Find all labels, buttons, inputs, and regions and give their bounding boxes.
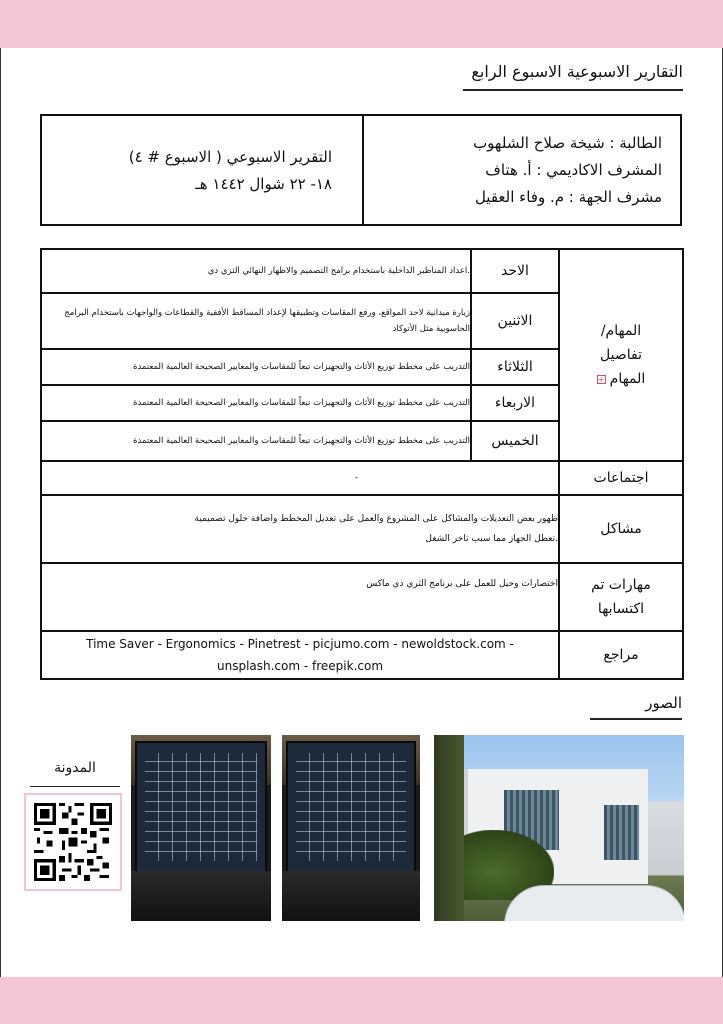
building-photo: [434, 735, 684, 921]
car: [504, 885, 684, 921]
problems-label: مشاكل: [559, 495, 683, 563]
cad-screen-photo: [282, 735, 420, 921]
skills-label-1: مهارات تم: [591, 577, 651, 593]
title-underline: [463, 89, 683, 91]
report-title: التقرير الاسبوعي ( الاسبوع # ٤): [128, 148, 332, 166]
blog-underline: [30, 786, 120, 787]
desk: [282, 871, 420, 921]
task-tuesday: التدريب على مخطط توزيع الأثاث والتجهيزات تبعاً للمقاسات والمعايير الصحيحة العالمية المعتمدة: [41, 349, 471, 385]
day-wednesday: الاربعاء: [471, 385, 559, 421]
meetings-label: اجتماعات: [559, 461, 683, 495]
building-window: [604, 805, 639, 860]
table-row: [41, 631, 683, 679]
skills-value: اختصارات وحيل للعمل على برنامج الثري دي ماكس: [41, 563, 559, 631]
table-row: [41, 461, 683, 495]
site-supervisor: مشرف الجهة : م. وفاء العقيل: [474, 188, 662, 206]
report-heading: [42, 144, 360, 198]
report-table: [40, 248, 684, 680]
problems-line-1: ظهور بعض التعديلات والمشاكل على المشروع والعمل على تعديل المخطط واضافة حلول تصميمية: [194, 514, 558, 524]
day-thursday: الخميس: [471, 421, 559, 461]
photos-underline: [590, 718, 682, 720]
bottom-band: [0, 977, 723, 1024]
info-divider: [362, 116, 364, 224]
floor-plan: [296, 753, 406, 861]
page-border-left: [0, 48, 1, 977]
tasks-label-3: المهام: [609, 371, 646, 387]
task-monday: زيارة ميدانية لاحد المواقع، ورفع المقاسات وتطبيقها لإعداد المساقط الأفقية والقطاعات والواجهات باستخدام البرامج الحاسوبية مثل الأتوكاد: [41, 293, 471, 349]
tasks-label-2: تفاصيل: [600, 347, 642, 363]
references-label: مراجع: [559, 631, 683, 679]
table-row: [41, 495, 683, 563]
info-people: [372, 130, 662, 211]
day-sunday: الاحد: [471, 249, 559, 293]
tasks-label-3-wrap: [560, 367, 682, 391]
cad-screen-photo: [131, 735, 271, 921]
day-tuesday: الثلاثاء: [471, 349, 559, 385]
desk: [131, 871, 271, 921]
academic-supervisor: المشرف الاكاديمي : أ. هتاف: [485, 161, 662, 179]
monitor: [135, 741, 267, 873]
problems-line-2: .تعطل الجهاز مما سبب تاخر الشغل: [425, 534, 558, 544]
table-row: [41, 249, 683, 293]
student-name: الطالبة : شيخة صلاح الشلهوب: [473, 134, 662, 152]
task-wednesday: التدريب على مخطط توزيع الأثاث والتجهيزات تبعاً للمقاسات والمعايير الصحيحة العالمية المعتمدة: [41, 385, 471, 421]
palm-trunk: [434, 735, 464, 921]
qr-code-icon: [34, 803, 112, 881]
report-dates: ١٨- ٢٢ شوال ١٤٤٢ هـ: [195, 175, 332, 193]
blog-qr-code[interactable]: [24, 793, 122, 891]
photos-title: الصور: [645, 694, 682, 712]
problems-cell: [41, 495, 559, 563]
references-line-2: unsplash.com - freepik.com: [216, 659, 384, 673]
meetings-value: -: [41, 461, 559, 495]
task-sunday: .اعداد المناظير الداخلية باستخدام برامج التصميم والاظهار النهائي الثري دي: [41, 249, 471, 293]
page-title: التقارير الاسبوعية الاسبوع الرابع: [471, 62, 683, 81]
skills-label-cell: [559, 563, 683, 631]
table-row: [41, 563, 683, 631]
tasks-label-1: المهام/: [600, 323, 642, 339]
day-monday: الاثنين: [471, 293, 559, 349]
references-line-1: Time Saver - Ergonomics - Pinetrest - picjumo.com - newoldstock.com -: [86, 637, 514, 651]
expand-plus-icon[interactable]: +: [597, 374, 605, 384]
top-band: [0, 0, 723, 48]
floor-plan: [145, 753, 257, 861]
task-thursday: التدريب على مخطط توزيع الأثاث والتجهيزات تبعاً للمقاسات والمعايير الصحيحة العالمية المعتمدة: [41, 421, 471, 461]
info-box: [40, 114, 682, 226]
monitor: [286, 741, 416, 873]
skills-label-2: اكتسابها: [597, 601, 645, 617]
blog-title: المدونة: [54, 760, 96, 776]
references-cell: [41, 631, 559, 679]
tasks-label-cell: [559, 249, 683, 461]
